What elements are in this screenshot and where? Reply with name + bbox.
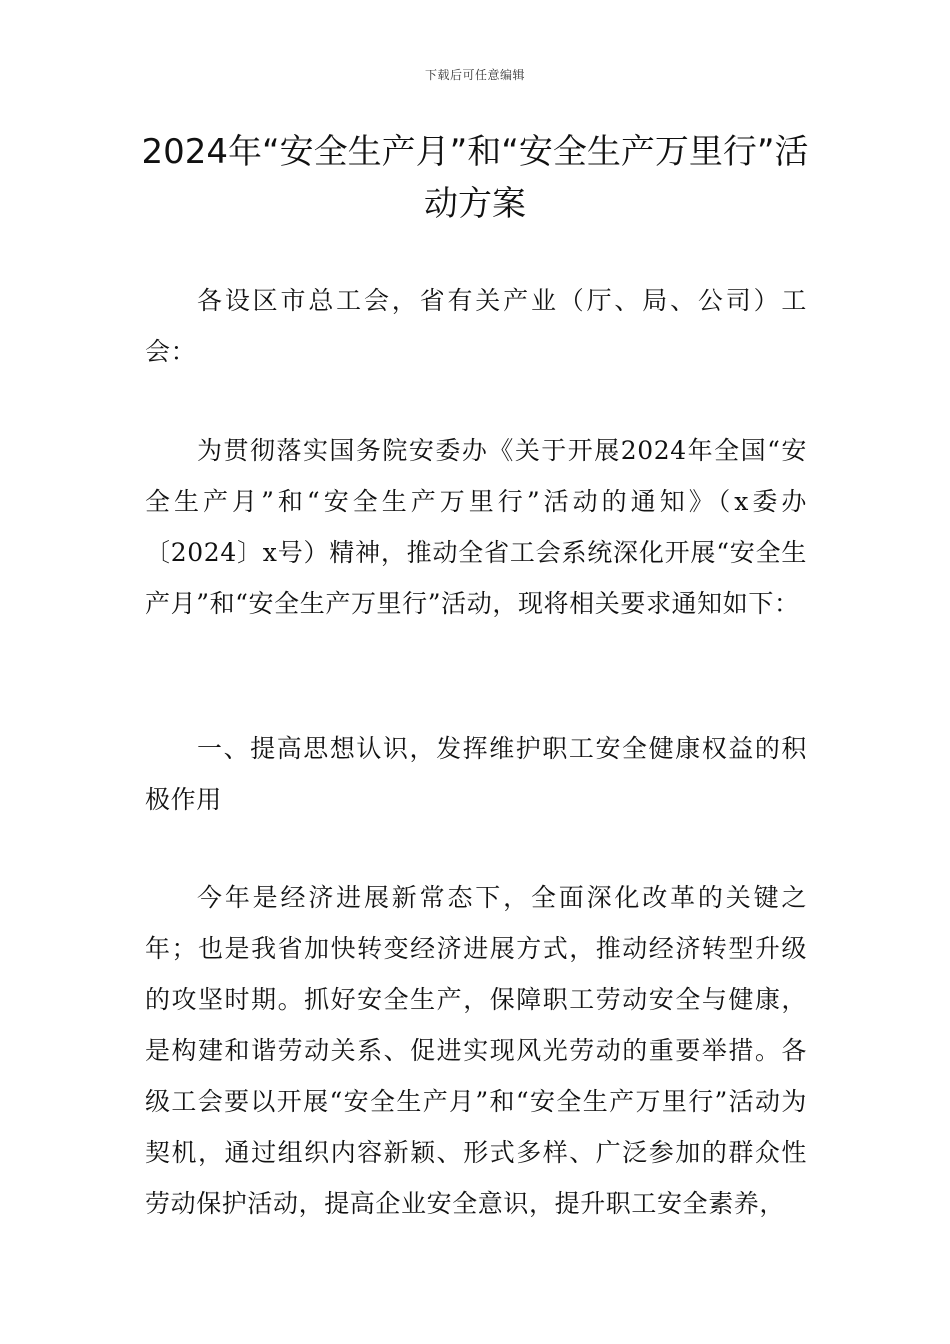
header-note: 下载后可任意编辑 xyxy=(424,68,525,82)
salutation: 各设区市总工会，省有关产业（厅、局、公司）工会： xyxy=(145,286,807,366)
document-title: 2024年“安全生产月”和“安全生产万里行”活动方案 xyxy=(141,132,809,224)
section-1-heading: 一、提高思想认识，发挥维护职工安全健康权益的积极作用 xyxy=(145,734,807,814)
section-1-body: 今年是经济进展新常态下，全面深化改革的关键之年；也是我省加快转变经济进展方式，推动经济转型升级的攻坚时期。抓好安全生产，保障职工劳动安全与健康，是构建和谐劳动关系、促进实现风光劳动的重要举措。各级工会要以开展“安全生产月”和“安全生产万里行”活动为契机，通过组织内容新颖、形式多样、广泛参加的群众性劳动保护活动，提高企业安全意识，提升职工安全素养， xyxy=(145,883,807,1218)
intro-paragraph: 为贯彻落实国务院安委办《关于开展2024年全国“安全生产月”和“安全生产万里行”活动的通知》（x委办〔2024〕x号）精神，推动全省工会系统深化开展“安全生产月”和“安全生产万里行”活动，现将相关要求通知如下： xyxy=(145,436,807,618)
